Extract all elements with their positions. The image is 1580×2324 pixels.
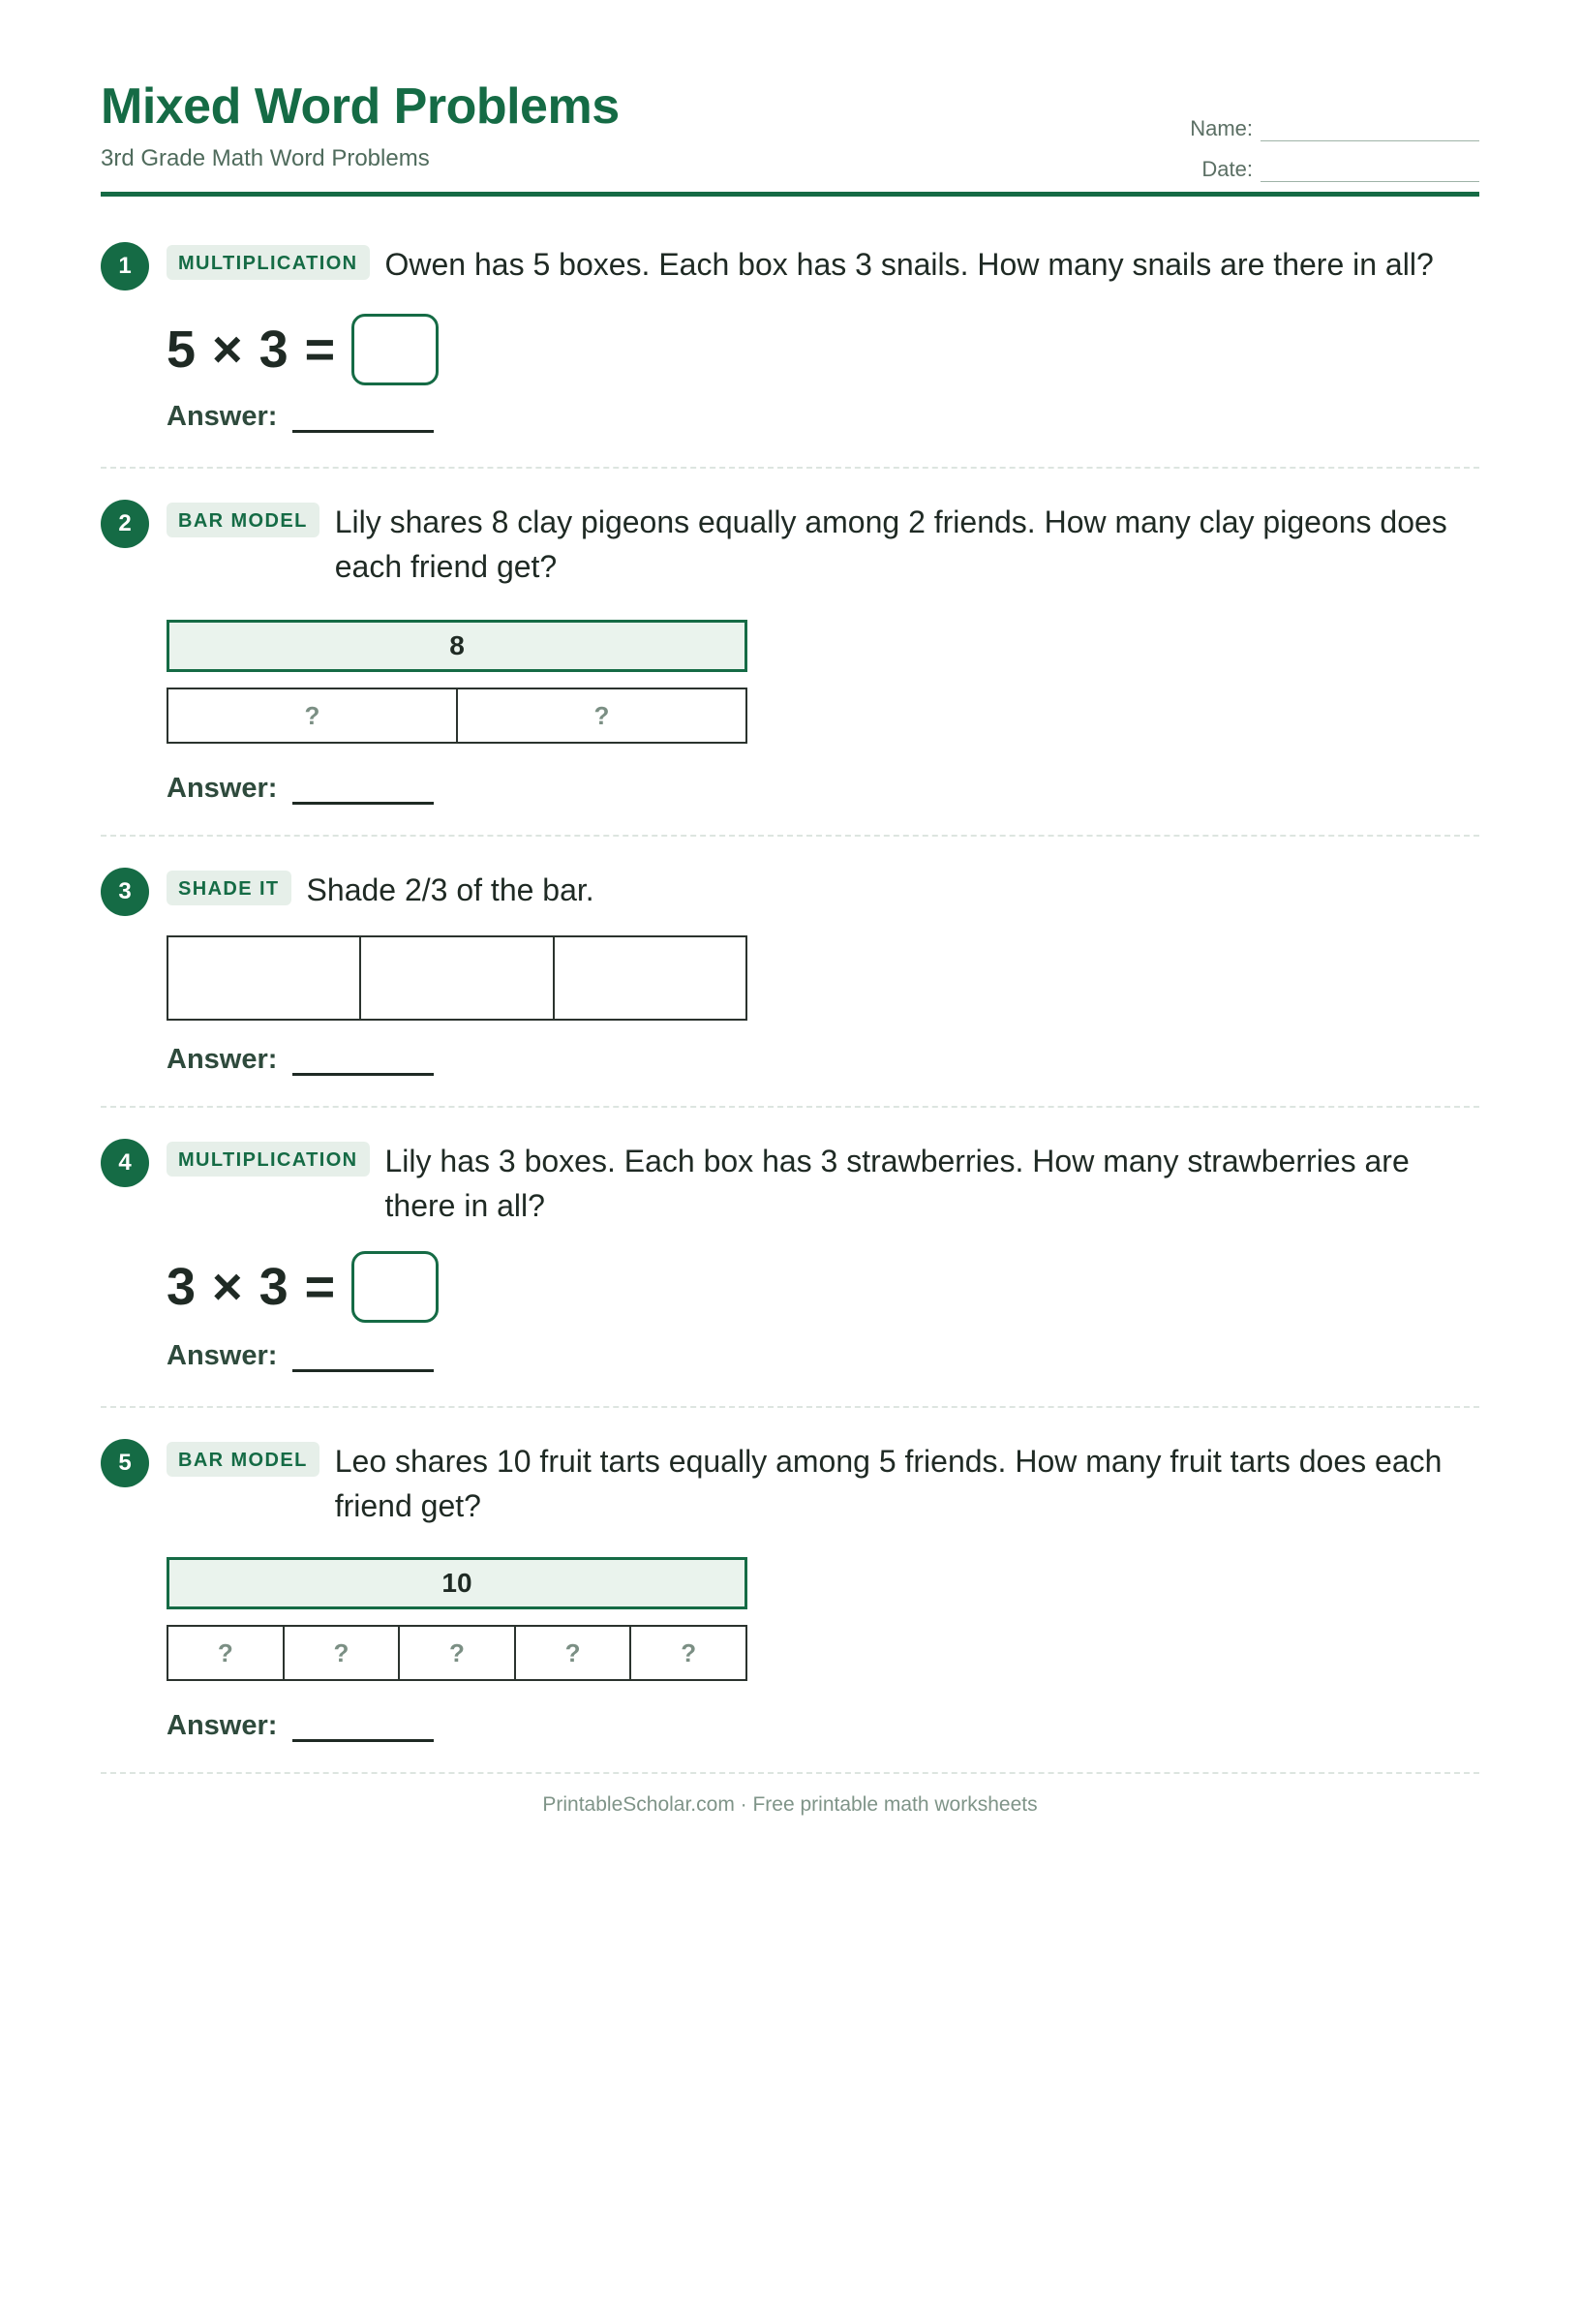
question-line (167, 242, 1479, 287)
answer-label: Answer: (167, 773, 278, 804)
question-text: Leo shares 10 fruit tarts equally among 5 friends. How many fruit tarts does each friend get? (334, 1444, 1443, 1523)
problem-type-tag: MULTIPLICATION (167, 245, 370, 280)
shade-bar (167, 935, 747, 1021)
answer-row (167, 1044, 434, 1076)
date-label: Date: (1201, 157, 1253, 181)
answer-label: Answer: (167, 1044, 278, 1075)
problem-type-tag: BAR MODEL (167, 503, 319, 537)
bar-part: ? (400, 1627, 516, 1679)
answer-row (167, 1340, 434, 1372)
question-line (167, 1139, 1479, 1228)
answer-row (167, 1710, 434, 1742)
problem-type-tag: MULTIPLICATION (167, 1142, 370, 1177)
bar-part: ? (168, 689, 458, 742)
equation-answer-box[interactable] (351, 314, 439, 385)
problem-number: 1 (101, 242, 149, 290)
date-field[interactable] (1261, 158, 1479, 182)
worksheet-page (101, 0, 1479, 1816)
problem-number: 4 (101, 1139, 149, 1187)
worksheet-header (101, 0, 1479, 198)
question-text: Owen has 5 boxes. Each box has 3 snails. How many snails are there in all? (384, 247, 1434, 282)
worksheet-subtitle: 3rd Grade Math Word Problems (101, 145, 430, 171)
bar-model-total: 8 (167, 620, 747, 672)
problem-4 (101, 1108, 1479, 1408)
shade-cell[interactable] (555, 937, 745, 1019)
problem-type-tag: BAR MODEL (167, 1442, 319, 1477)
date-row (1170, 141, 1479, 182)
shade-cell[interactable] (168, 937, 361, 1019)
question-text: Lily shares 8 clay pigeons equally among 2 friends. How many clay pigeons does each friend get? (334, 505, 1447, 584)
question-text: Lily has 3 boxes. Each box has 3 strawberries. How many strawberries are there in all? (384, 1144, 1410, 1223)
answer-row (167, 773, 434, 805)
bar-part: ? (168, 1627, 285, 1679)
question-line (167, 868, 1479, 912)
answer-blank[interactable] (292, 1340, 434, 1372)
question-line (167, 500, 1479, 589)
answer-blank[interactable] (292, 1044, 434, 1076)
answer-label: Answer: (167, 1710, 278, 1741)
bar-model-parts (167, 1625, 747, 1681)
answer-blank[interactable] (292, 1710, 434, 1742)
equation (167, 1251, 439, 1323)
name-row (1170, 101, 1479, 141)
bar-part: ? (516, 1627, 632, 1679)
footer-text: PrintableScholar.com · Free printable math worksheets (542, 1793, 1038, 1816)
problem-2 (101, 469, 1479, 837)
name-date-fields (1170, 101, 1479, 182)
question-line (167, 1439, 1479, 1528)
problem-5 (101, 1408, 1479, 1774)
problem-type-tag: SHADE IT (167, 871, 291, 905)
answer-blank[interactable] (292, 401, 434, 433)
equation-text: 5 × 3 = (167, 321, 337, 379)
name-field[interactable] (1261, 117, 1479, 141)
bar-part: ? (681, 1637, 697, 1667)
bar-model-total: 10 (167, 1557, 747, 1609)
equation (167, 314, 439, 385)
answer-row (167, 401, 434, 433)
problem-number: 5 (101, 1439, 149, 1487)
problem-1 (101, 198, 1479, 469)
worksheet-title: Mixed Word Problems (101, 78, 620, 135)
answer-blank[interactable] (292, 773, 434, 805)
equation-answer-box[interactable] (351, 1251, 439, 1323)
problem-3 (101, 837, 1479, 1108)
name-label: Name: (1190, 116, 1253, 140)
problem-number: 2 (101, 500, 149, 548)
problem-number: 3 (101, 868, 149, 916)
header-divider (101, 192, 1479, 197)
answer-label: Answer: (167, 401, 278, 432)
bar-part: ? (285, 1627, 401, 1679)
bar-part: ? (593, 700, 610, 730)
answer-label: Answer: (167, 1340, 278, 1371)
question-text: Shade 2/3 of the bar. (306, 872, 594, 907)
bar-model-parts (167, 688, 747, 744)
equation-text: 3 × 3 = (167, 1258, 337, 1316)
shade-cell[interactable] (361, 937, 554, 1019)
